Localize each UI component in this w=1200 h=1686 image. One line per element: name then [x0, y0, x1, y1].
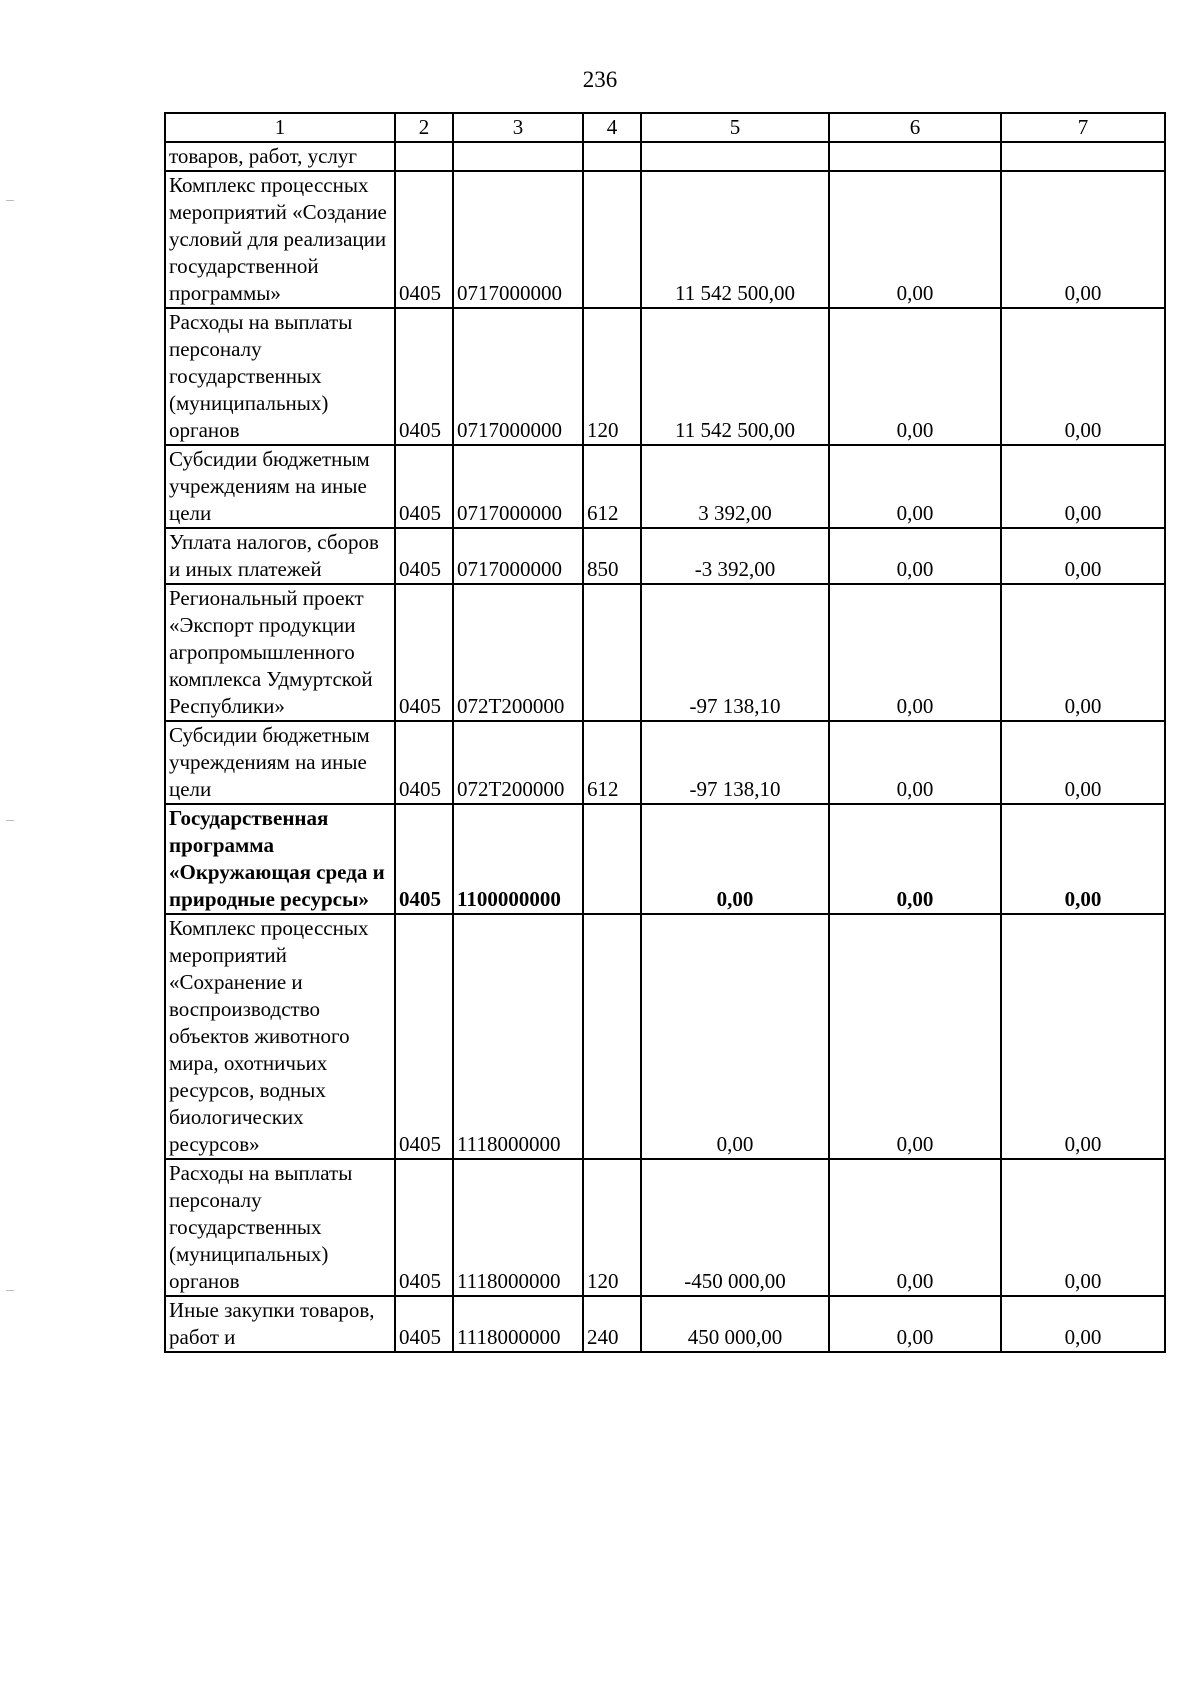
expense-type-cell: 612	[583, 445, 641, 528]
row-name-cell: Иные закупки товаров, работ и	[165, 1296, 395, 1352]
amount-cell: 0,00	[1001, 1296, 1165, 1352]
amount-cell: 0,00	[829, 1296, 1001, 1352]
section-code-cell: 0405	[395, 528, 453, 584]
budget-table	[164, 112, 1166, 1353]
amount-cell: 0,00	[1001, 171, 1165, 308]
target-article-cell: 0717000000	[453, 528, 583, 584]
column-header: 2	[395, 113, 453, 142]
target-article-cell: 072T200000	[453, 584, 583, 721]
table-row	[165, 804, 1165, 914]
row-name-cell: Региональный проект «Экспорт продукции агропромышленного комплекса Удмуртской Республики»	[165, 584, 395, 721]
section-code-cell: 0405	[395, 445, 453, 528]
row-name-cell: Комплекс процессных мероприятий «Сохранение и воспроизводство объектов животного мира, охотничьих ресурсов, водных биологических ресурсов»	[165, 914, 395, 1159]
table-row	[165, 584, 1165, 721]
amount-cell	[1001, 142, 1165, 171]
section-code-cell: 0405	[395, 914, 453, 1159]
amount-cell	[829, 142, 1001, 171]
target-article-cell	[453, 142, 583, 171]
expense-type-cell	[583, 914, 641, 1159]
section-code-cell: 0405	[395, 308, 453, 445]
expense-type-cell: 120	[583, 308, 641, 445]
amount-cell: 0,00	[829, 584, 1001, 721]
amount-cell: 0,00	[641, 804, 829, 914]
section-code-cell: 0405	[395, 171, 453, 308]
section-code-cell: 0405	[395, 1159, 453, 1296]
amount-cell: 0,00	[829, 171, 1001, 308]
target-article-cell: 1100000000	[453, 804, 583, 914]
section-code-cell: 0405	[395, 1296, 453, 1352]
margin-mark	[6, 1290, 14, 1291]
table-row	[165, 1159, 1165, 1296]
row-name-cell: Субсидии бюджетным учреждениям на иные цели	[165, 721, 395, 804]
amount-cell: 0,00	[829, 914, 1001, 1159]
amount-cell: 0,00	[1001, 528, 1165, 584]
row-name-cell: Субсидии бюджетным учреждениям на иные цели	[165, 445, 395, 528]
amount-cell: 0,00	[829, 528, 1001, 584]
row-name-cell: Расходы на выплаты персоналу государственных (муниципальных) органов	[165, 1159, 395, 1296]
amount-cell: 0,00	[1001, 308, 1165, 445]
section-code-cell	[395, 142, 453, 171]
amount-cell: 0,00	[1001, 914, 1165, 1159]
amount-cell: 0,00	[1001, 804, 1165, 914]
expense-type-cell	[583, 171, 641, 308]
amount-cell: -450 000,00	[641, 1159, 829, 1296]
section-code-cell: 0405	[395, 721, 453, 804]
column-header: 5	[641, 113, 829, 142]
row-name-cell: Государственная программа «Окружающая среда и природные ресурсы»	[165, 804, 395, 914]
column-header: 4	[583, 113, 641, 142]
column-number-row	[165, 113, 1165, 142]
target-article-cell: 0717000000	[453, 171, 583, 308]
margin-mark	[6, 200, 14, 201]
amount-cell: -3 392,00	[641, 528, 829, 584]
amount-cell: 0,00	[1001, 721, 1165, 804]
target-article-cell: 072T200000	[453, 721, 583, 804]
expense-type-cell: 612	[583, 721, 641, 804]
row-name-cell: товаров, работ, услуг	[165, 142, 395, 171]
table-row	[165, 445, 1165, 528]
amount-cell	[641, 142, 829, 171]
expense-type-cell	[583, 142, 641, 171]
column-header: 3	[453, 113, 583, 142]
margin-mark	[6, 820, 14, 821]
table-row	[165, 528, 1165, 584]
expense-type-cell: 120	[583, 1159, 641, 1296]
target-article-cell: 0717000000	[453, 308, 583, 445]
amount-cell: 450 000,00	[641, 1296, 829, 1352]
amount-cell: 11 542 500,00	[641, 308, 829, 445]
section-code-cell: 0405	[395, 584, 453, 721]
column-header: 6	[829, 113, 1001, 142]
amount-cell: 0,00	[1001, 584, 1165, 721]
amount-cell: 0,00	[829, 308, 1001, 445]
row-name-cell: Расходы на выплаты персоналу государственных (муниципальных) органов	[165, 308, 395, 445]
amount-cell: 0,00	[829, 445, 1001, 528]
table-row	[165, 914, 1165, 1159]
section-code-cell: 0405	[395, 804, 453, 914]
amount-cell: 0,00	[829, 1159, 1001, 1296]
column-header: 1	[165, 113, 395, 142]
table-row	[165, 142, 1165, 171]
row-name-cell: Комплекс процессных мероприятий «Создание условий для реализации государственной программы»	[165, 171, 395, 308]
amount-cell: 3 392,00	[641, 445, 829, 528]
amount-cell: 11 542 500,00	[641, 171, 829, 308]
expense-type-cell	[583, 804, 641, 914]
target-article-cell: 1118000000	[453, 1159, 583, 1296]
amount-cell: 0,00	[641, 914, 829, 1159]
column-header: 7	[1001, 113, 1165, 142]
page-number: 236	[582, 67, 618, 92]
amount-cell: 0,00	[829, 721, 1001, 804]
table-row	[165, 171, 1165, 308]
amount-cell: 0,00	[1001, 1159, 1165, 1296]
table-row	[165, 1296, 1165, 1352]
amount-cell: -97 138,10	[641, 584, 829, 721]
amount-cell: 0,00	[1001, 445, 1165, 528]
amount-cell: -97 138,10	[641, 721, 829, 804]
target-article-cell: 1118000000	[453, 1296, 583, 1352]
table-row	[165, 308, 1165, 445]
amount-cell: 0,00	[829, 804, 1001, 914]
row-name-cell: Уплата налогов, сборов и иных платежей	[165, 528, 395, 584]
target-article-cell: 0717000000	[453, 445, 583, 528]
expense-type-cell	[583, 584, 641, 721]
expense-type-cell: 240	[583, 1296, 641, 1352]
target-article-cell: 1118000000	[453, 914, 583, 1159]
table-row	[165, 721, 1165, 804]
expense-type-cell: 850	[583, 528, 641, 584]
